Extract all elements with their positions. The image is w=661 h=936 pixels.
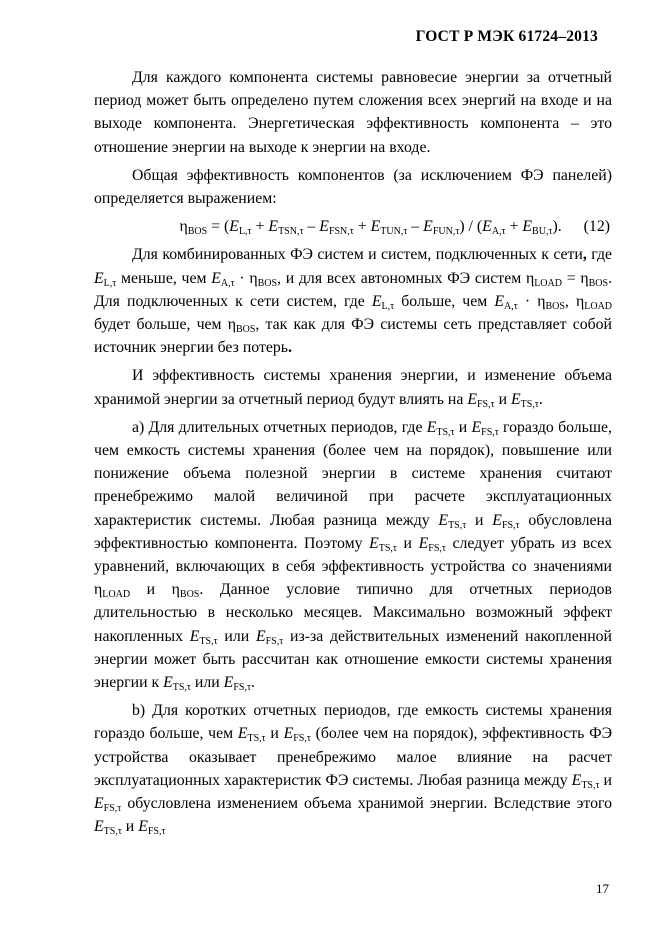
- paragraph: Общая эффективность компонентов (за исключением ФЭ панелей) определяется выражением:: [94, 166, 612, 208]
- list-item-b: b) Для коротких отчетных периодов, где емкость системы хранения гораздо больше, чем $E_{TS,\tau}$ и $E_{FS,\tau}$ (более чем на порядок), эффективность ФЭ устройства оказывает пренебрежимо малое влияние на расчет эксплуатационных характеристик ФЭ системы. Любая разница между $E_{TS,\tau}$ и $E_{FS,\tau}$ обусловлена изменением объема хранимой энергии. Вследствие этого $E_{TS,\tau}$ и $E_{FS,\tau}$: [94, 702, 613, 838]
- document-body: [94, 66, 612, 844]
- page-number: 17: [596, 881, 609, 896]
- paragraph: И эффективность системы хранения энергии, и изменение объема хранимой энергии за отчетный период будут влиять на $E_{FS,\tau}$ и $E_{TS,\tau}$.: [94, 367, 612, 410]
- paragraph: Для каждого компонента системы равновесие энергии за отчетный период может быть определено путем сложения всех энергий на входе и на выходе компонента. Энергетическая эффективность компонента – это отношение энергии на выходе к энергии на входе.: [94, 69, 612, 156]
- formula-number: (12): [583, 218, 610, 236]
- formula-expression: $\eta_{BOS} = (E_{L,\tau} + E_{TSN,\tau} - E_{FSN,\tau} + E_{TUN,\tau} - E_{FUN,\tau}) / (E_{A,\tau} + E_{BU,\tau})$.: [179, 218, 562, 238]
- paragraph: Для комбинированных ФЭ систем и систем, подключенных к сети, где $E_{L,\tau}$ меньше, чем $E_{A,\tau} \cdot \eta_{BOS}$, и для всех автономных ФЭ систем $\eta_{LOAD} = \eta_{BOS}$. Для подключенных к сети систем, где $E_{L,\tau}$ больше, чем $E_{A,\tau} \cdot \eta_{BOS}$, $\eta_{LOAD}$ будет больше, чем $\eta_{BOS}$, так как для ФЭ системы сеть представляет собой источник энергии без потерь.: [94, 246, 613, 357]
- page-header: ГОСТ Р МЭК 61724–2013: [415, 28, 598, 45]
- formula-12: [94, 215, 612, 238]
- list-item-a: а) Для длительных отчетных периодов, где $E_{TS,\tau}$ и $E_{FS,\tau}$ гораздо больше, чем емкость системы хранения (более чем на порядок), повышение или понижение объема полезной энергии в системе хранения считают пренебрежимо малой величиной при расчете эксплуатационных характеристик системы. Любая разница между $E_{TS,\tau}$ и $E_{FS,\tau}$ обусловлена эффективностью компонента. Поэтому $E_{TS,\tau}$ и $E_{FS,\tau}$ следует убрать из всех уравнений, включающих в себя эффективность устройства со значениями $\eta_{LOAD}$ и $\eta_{BOS}$. Данное условие типично для отчетных периодов длительностью в несколько месяцев. Максимально возможный эффект накопленных $E_{TS,\tau}$ или $E_{FS,\tau}$ из-за действительных изменений накопленной энергии может быть рассчитан как отношение емкости системы хранения энергии к $E_{TS,\tau}$ или $E_{FS,\tau}$.: [94, 418, 613, 694]
